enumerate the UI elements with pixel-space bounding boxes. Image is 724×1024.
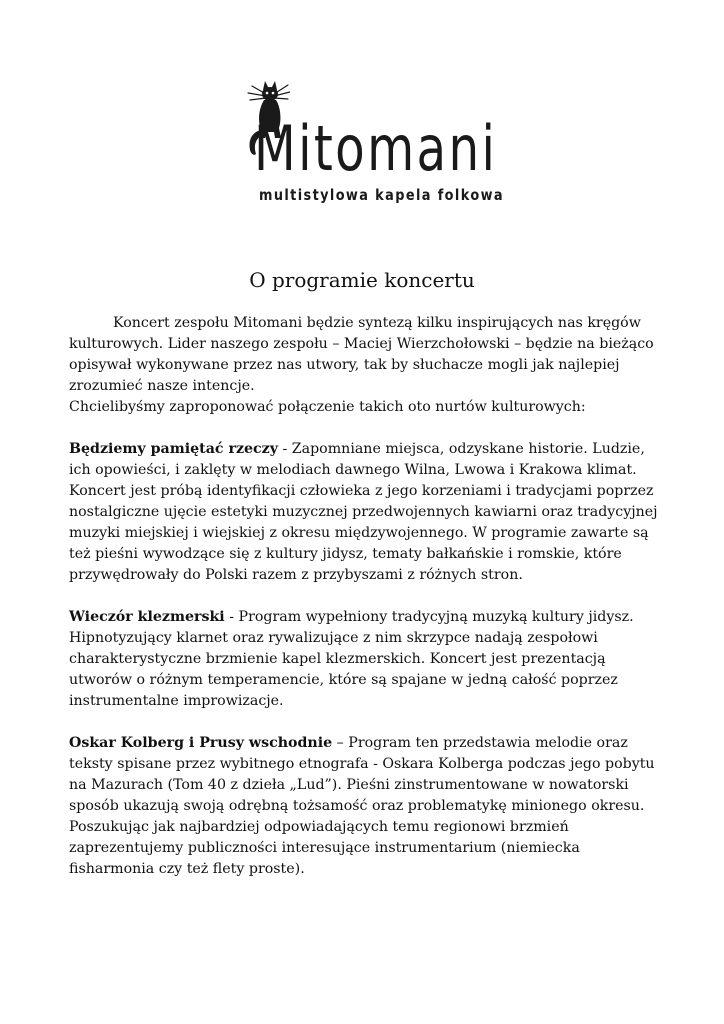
paragraph-spacer: [69, 586, 659, 607]
section-text: - Program wypełniony tradycyjną muzyką kultury jidysz. Hipnotyzujący klarnet oraz rywalizujące z nim skrzypce nadają zespołowi charakterystyczne brzmienie kapel klezmerskich. Koncert jest prezentacją utworów o różnym temperamencie, które są spajane w jedną całość poprzez instrumentalne improwizacje.: [69, 609, 634, 709]
intro-lead-in: Chcielibyśmy zaproponować połączenie takich oto nurtów kulturowych:: [69, 399, 586, 415]
document-body: [69, 313, 659, 880]
section-paragraph: [69, 607, 659, 712]
section-heading: Wieczór klezmerski: [69, 609, 225, 625]
section-text: - Zapomniane miejsca, odzyskane historie. Ludzie, ich opowieści, i zaklęty w melodiach dawnego Wilna, Lwowa i Krakowa klimat. Koncert jest próbą identyfikacji człowieka z jego korzeniami i tradycjami poprzez nostalgiczne ujęcie estetyki muzycznej przedwojennych kawiarni oraz tradycyjnej muzyki miejskiej i wiejskiej z okresu międzywojennego. W programie zawarte są też pieśni wywodzące się z kultury jidysz, tematy bałkańskie i romskie, które przywędrowały do Polski razem z przybyszami z różnych stron.: [69, 441, 658, 583]
intro-paragraph: Koncert zespołu Mitomani będzie syntezą kilku inspirujących nas kręgów kulturowych. Lider naszego zespołu – Maciej Wierzchołowski – będzie na bieżąco opisywał wykonywane przez nas utwory, tak by słuchacze mogli jak najlepiej zrozumieć nasze intencje.: [69, 315, 654, 394]
section-paragraph: [69, 733, 659, 880]
mitomani-logo: [240, 78, 504, 208]
paragraph-spacer: [69, 418, 659, 439]
logo-tagline: multistylowa kapela folkowa: [259, 186, 504, 204]
section-paragraph: [69, 439, 659, 586]
section-heading: Będziemy pamiętać rzeczy: [69, 441, 278, 457]
section-text: – Program ten przedstawia melodie oraz teksty spisane przez wybitnego etnografa - Oskara Kolberga podczas jego pobytu na Mazurach (Tom 40 z dzieła „Lud”). Pieśni zinstrumentowane w nowatorski sposób ukazują swoją odrębną tożsamość oraz problematykę minionego okresu. Poszukując jak najbardziej odpowiadających temu regionowi brzmień zaprezentujemy publiczności interesujące instrumentarium (niemiecka fisharmonia czy też flety proste).: [69, 735, 655, 877]
logo-wordmark: Mitomani: [254, 112, 498, 185]
paragraph-spacer: [69, 712, 659, 733]
section-heading: Oskar Kolberg i Prusy wschodnie: [69, 735, 333, 751]
page-title: O programie koncertu: [249, 268, 475, 293]
